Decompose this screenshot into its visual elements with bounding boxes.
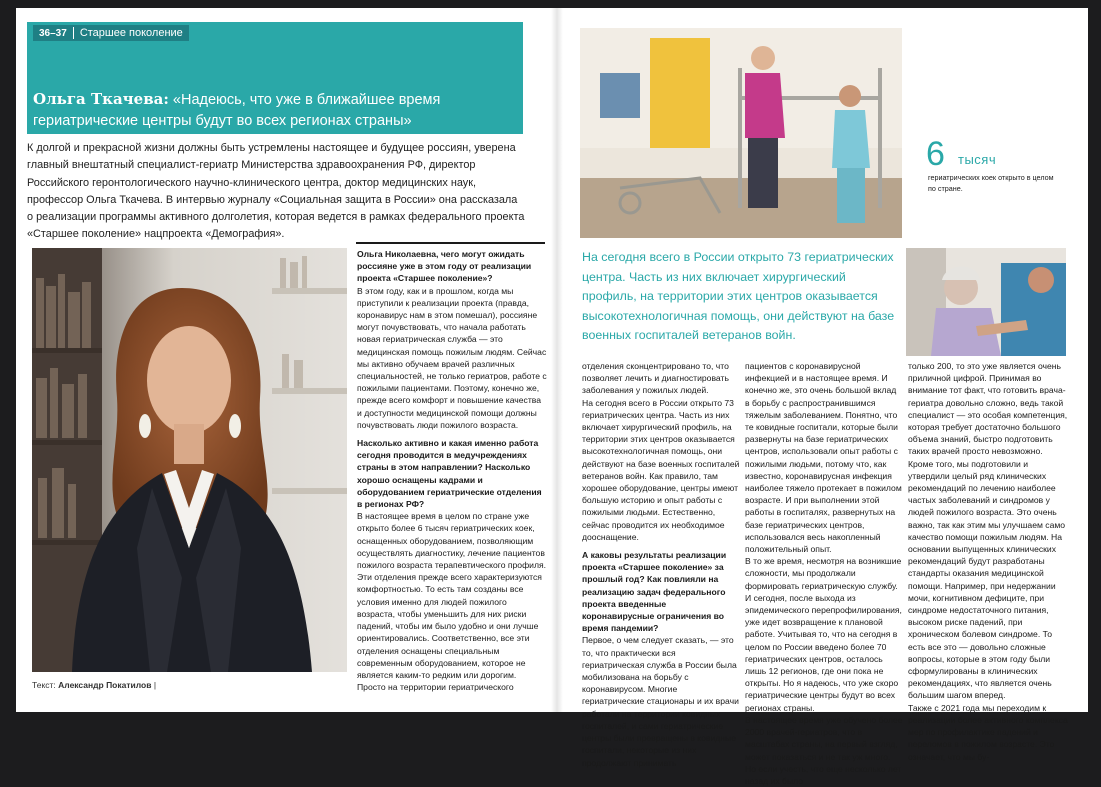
- section-rule: [356, 242, 545, 244]
- article-paragraph: Кроме того, мы подготовили и утвердили целый ряд клинических рекомендаций по лечению наиболее частых заболеваний и синдромов у людей пожилого возраста. Это очень важно, так как этим мы улучшаем само качество помощи пожилым людям. На основании выпущенных клинических рекомендаций будут разработаны стандарты оказания медицинской помощи. Например, при недержании мочи, когнитивном дефиците, при синдроме недостаточного питания, высоком риске падений, при хроническом болевом синдроме. То есть все это — довольно сложные вопросы, которые в этом году были сформулированы в клинических рекомендациях, что является очень большим шагом вперед.: [908, 458, 1066, 701]
- text-column-4: [908, 360, 1070, 763]
- rehab-photo: [580, 28, 902, 238]
- care-illustration: [906, 248, 1066, 356]
- rehab-illustration: [580, 28, 902, 238]
- portrait-photo: [32, 248, 347, 672]
- pull-quote: На сегодня всего в России открыто 73 гериатрических центра. Часть из них включает хирургический профиль, на территории этих центров оказывается высокотехнологичная помощь, они действуют на базе военных госпиталей ветеранов войн.: [582, 250, 895, 342]
- magazine-spread: [16, 8, 1088, 786]
- credit-author: Александр Покатилов: [58, 680, 152, 690]
- tag-divider: [73, 27, 74, 39]
- credit-bar: |: [153, 680, 157, 690]
- lead-paragraph: К долгой и прекрасной жизни должны быть устремлены настоящее и будущее россиян, уверена главный внештатный специалист-гериатр Министерства здравоохранения РФ, директор Российского геронтологического научно-клинического центра, доктор медицинских наук, профессор Ольга Ткачева. В интервью журналу «Социальная защита в России» она рассказала о реализации программы активного долголетия, которая ведется в рамках федерального проекта «Старшее поколение» нацпроекта «Демография».: [27, 142, 525, 241]
- article-paragraph: В этом году, как и в прошлом, когда мы приступили к реализации проекта (правда, коронавирус нам в этом помешал), россияне могут почувствовать, что начала работать новая гериатрическая служба — это медицинская помощь пожилым людям. Сейчас мы активно обучаем врачей различных специальностей, не только гериатров, работе с пожилыми пациентами. Поэтому, конечно же, прежде всего комфорт и повышение качества и доступности медицинской помощи должны почувствовать люди пожилого возраста.: [357, 285, 547, 430]
- article-paragraph: пациентов с коронавирусной инфекцией и в настоящее время. И конечно же, это очень большой вклад в борьбу с распространившимся тяжелым заболеванием. Понятно, что те ковидные госпитали, которые были развернуты на базе гериатрических центров, использовали опыт работы с пожилыми людьми, потому что, как известно, коронавирусная инфекция наиболее тяжело протекает в пожилом возрасте. И при выполнении этой работы в госпиталях, развернутых на базе гериатрических центров, использовался весь накопленный положительный опыт.: [745, 361, 902, 555]
- stat-unit: тысяч: [958, 152, 997, 167]
- interview-question: А каковы результаты реализации проекта «Старшее поколение» за прошлый год? Как повлияли на реализацию задач федерального проекта введенные коронавирусные ограничения во время пандемии?: [582, 550, 727, 634]
- article-paragraph: Также с 2021 года мы переходим к реализации более активного комплекса мер по профилактике падений и переломов в пожилом возрасте. Это означает, что мы бу-: [908, 702, 1068, 762]
- article-paragraph: только 200, то это уже является очень приличной цифрой. Принимая во внимание тот факт, что готовить врача-гериатра довольно сложно, ведь такой специалист — это особая компетенция, которая требует достаточно большого объема знаний, быстро подготовить таких врачей просто невозможно.: [908, 361, 1068, 457]
- care-photo: [906, 248, 1066, 356]
- portrait-illustration: [32, 248, 347, 672]
- interview-question: Ольга Николаевна, чего могут ожидать россияне уже в этом году от реализации проекта «Старшее поколение»?: [357, 249, 532, 284]
- article-paragraph: отделения сконцентрировано то, что позволяет лечить и диагностировать заболевания у пожилых людей.: [582, 361, 729, 396]
- text-column-3: [745, 360, 903, 787]
- article-paragraph: Первое, о чем следует сказать, — это то, что практически вся гериатрическая служба в России была мобилизована на борьбу с коронавирусом. Многие гериатрические стационары и их врачи работали на территории ковидных госпиталей, и сами гериатрические центры были превращены в ковидные госпитали, некоторые из них продолжают принимать: [582, 635, 739, 768]
- interview-question: Насколько активно и какая именно работа сегодня проводится в медучреждениях страны в этом направлении? Насколько хорошо оснащены кадрами и оборудованием гериатрические отделения в регионах РФ?: [357, 438, 542, 510]
- section-tag: [33, 25, 189, 41]
- headline-quote: «Надеюсь, что уже в ближайшее время гериатрические центры будут во всех регионах страны»: [33, 92, 441, 129]
- article-header-band: [27, 22, 523, 134]
- page-range: 36–37: [39, 27, 67, 39]
- photo-credit: [32, 680, 156, 690]
- stat-number: 6: [926, 135, 944, 173]
- page-spine: [551, 8, 563, 712]
- text-column-2: [582, 360, 740, 769]
- article-paragraph: На сегодня всего в России открыто 73 гериатрических центра. Часть из них включает хирургический профиль, на территории этих центров оказывается высокотехнологичная помощь, они действуют на базе военных госпиталей ветеранов войн. Как правило, там хорошее оборудование, центры имеют большую историю и опыт работы с пожилыми людьми. Естественно, сейчас проводится их необходимое дооснащение.: [582, 397, 740, 542]
- article-paragraph: В то же время, несмотря на возникшие сложности, мы продолжали формировать гериатрическую службу. И сегодня, после выхода из эпидемического перепрофилирования, уже идет возвращение к плановой работе. Учитывая то, что на сегодня в целом по России введено более 70 гериатрических центров, осталось лишь 12 регионов, где они пока не открыты. Но я надеюсь, что уже скоро гериатрические центры будут во всех регионах страны.: [745, 556, 902, 713]
- text-column-1: [357, 248, 547, 693]
- section-name: Старшее поколение: [79, 27, 183, 39]
- article-headline: [33, 89, 517, 132]
- headline-name: Ольга Ткачева:: [33, 90, 169, 108]
- stat-description: гериатрических коек открыто в целом по стране.: [928, 173, 1054, 193]
- credit-label: Текст:: [32, 680, 56, 690]
- article-paragraph: В настоящее время в целом по стране уже открыто более 6 тысяч гериатрических коек, оснащенных оборудованием, позволяющим осуществлять диагностику, лечение пациентов пожилого возраста терапевтического профиля. Эти отделения прежде всего характеризуются комфортностью. То есть там созданы все условия именно для людей пожилого возраста, чтобы уменьшить для них риски падений, чтобы им было удобно и они лучше ориентировались. Соответственно, все эти отделения оснащены специальным современным оборудованием, которое не является каким-то редким или дорогим. Просто на территории гериатрического: [357, 511, 547, 693]
- article-paragraph: В настоящее время уже обучено более 2000 врачей-гериатров, что в масштабах страны, на первый взгляд, может показаться и не так уж много. Но если учесть, что еще несколько лет назад их было: [745, 714, 903, 786]
